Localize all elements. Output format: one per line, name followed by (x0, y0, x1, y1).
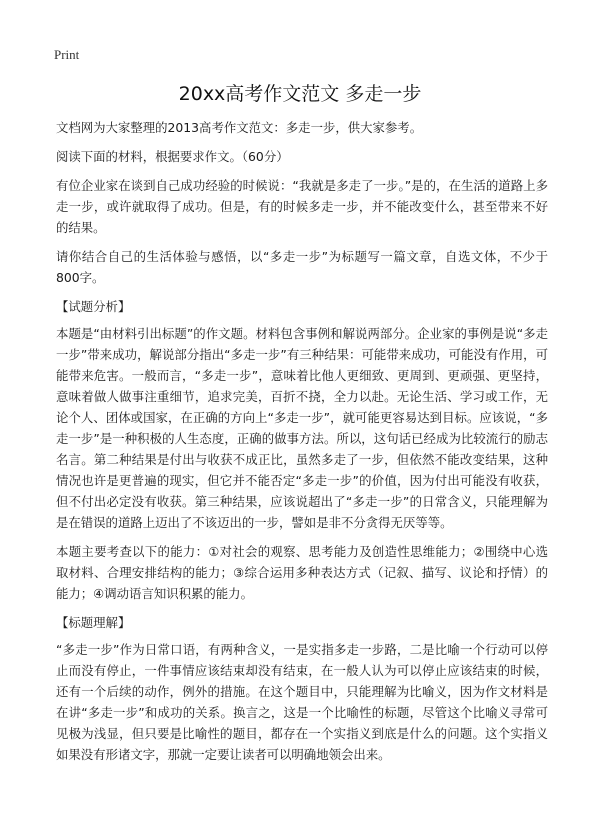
analysis-heading: 【试题分析】 (56, 299, 131, 314)
title-understanding-paragraph: “多走一步”作为日常口语，有两种含义，一是实指多走一步路，二是比喻一个行动可以停止而没有停止，一件事情应该结束却没有结束，在一般人认为可以停止应该结束的时候，还有一个后续的动作，例外的措施。在这个题目中，只能理解为比喻义，因为作文材料是在讲“多走一步”和成功的关系。换言之，这是一个比喻性的标题，尽管这个比喻义寻常可见极为浅显，但只要是比喻性的题目，都存在一个实指义到底是什么的问题。这个实指义如果没有形诸文字，那就一定要让读者可以明确地领会出来。 (56, 642, 548, 762)
intro-paragraph: 文档网为大家整理的2013高考作文范文：多走一步，供大家参考。 (56, 120, 423, 135)
analysis-paragraph-1: 本题是“由材料引出标题”的作文题。材料包含事例和解说两部分。企业家的事例是说“多走一步”带来成功，解说部分指出“多走一步”有三种结果：可能带来成功，可能没有作用，可能带来危害。一般而言，“多走一步”，意味着比他人更细致、更周到、更顽强、更坚持，意味着做人做事注重细节，追求完美，百折不挠，全力以赴。无论生活、学习或工作，无论个人、团体或国家，在正确的方向上“多走一步”，就可能更容易达到目标。应该说，“多走一步”是一种积极的人生态度，正确的做事方法。所以，这句话已经成为比较流行的励志名言。第二种结果是付出与收获不成正比，虽然多走了一步，但依然不能改变结果，这种情况也许是更普遍的现实，但它并不能否定“多走一步”的价值，因为付出可能没有收获，但不付出必定没有收获。第三种结果，应该说超出了“多走一步”的日常含义，只能理解为是在错误的道路上迈出了不该迈出的一步，譬如是非不分贪得无厌等等。 (56, 326, 548, 530)
analysis-paragraph-2: 本题主要考查以下的能力：①对社会的观察、思考能力及创造性思维能力；②围绕中心选取材料、合理安排结构的能力；③综合运用多种表达方式（记叙、描写、议论和抒情）的能力；④调动语言知识积累的能力。 (56, 544, 548, 601)
title-understanding-heading: 【标题理解】 (56, 615, 131, 630)
print-label: Print (54, 47, 80, 62)
page-title: 20xx高考作文范文 多走一步 (178, 83, 422, 105)
document-body (56, 117, 548, 773)
material-paragraph: 有位企业家在谈到自己成功经验的时候说：“我就是多走了一步。”是的，在生活的道路上多走一步，或许就取得了成功。但是，有的时候多走一步，并不能改变什么，甚至带来不好的结果。 (56, 178, 548, 235)
instruction-paragraph: 阅读下面的材料，根据要求作文。（60分） (56, 149, 289, 164)
requirement-paragraph: 请你结合自己的生活体验与感悟，以“多走一步”为标题写一篇文章，自选文体，不少于800字。 (56, 249, 548, 285)
